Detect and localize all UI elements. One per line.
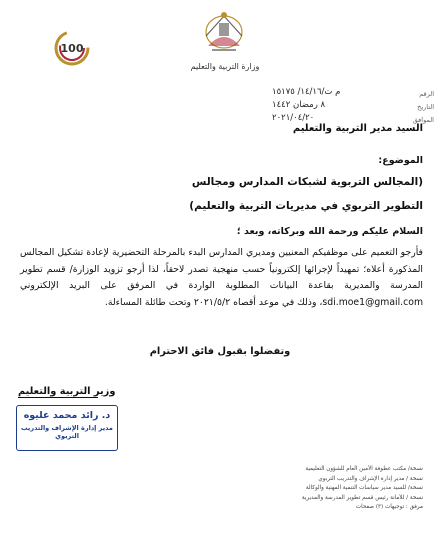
centenary-logo bbox=[50, 28, 94, 68]
addressee: السيد مدير التربية والتعليم bbox=[292, 123, 423, 134]
greeting: السلام عليكم ورحمة الله وبركاته، وبعد ؛ bbox=[236, 226, 423, 237]
body-paragraph: فأرجو التعميم على موظفيكم المعنيين ومديري المدارس البدء بالمرحلة التحضيرية لإعادة تشكيل المجالس المذكورة أعلاه؛ تمهيداً لإجرائها إلكترونياً حسب منهجية تصدر لاحقاً، لذا أرجو تزويد الوزارة/ قسم تطوير المدرسة والمديرية بقاعدة البيانات المطلوبة الواردة في المرفق على البريد الإلكتروني sdi.moe1@gmail.com، وذلك في موعد أقصاه ٢٠٢١/٥/٢ وتحت طائلة المساءلة. bbox=[20, 247, 423, 308]
subject-label: الموضوع: bbox=[378, 155, 423, 166]
signature-line bbox=[18, 397, 98, 398]
subject-line-1: (المجالس التربوية لشبكات المدارس ومجالس bbox=[191, 176, 423, 188]
hijri-date: ٨ رمضان ١٤٤٢ bbox=[272, 100, 326, 110]
attachment-note: مرفق : توجيهات (٣) صفحات bbox=[355, 504, 423, 511]
ministry-name: وزارة التربية والتعليم bbox=[190, 62, 260, 71]
cc-item: نسخة / للأمانة رئيس قسم تطوير المدرسة والمديرية bbox=[301, 494, 423, 501]
reference-values bbox=[272, 86, 390, 125]
centenary-number: 100 bbox=[60, 42, 84, 55]
stamp-name: د. رائد محمد عليوه bbox=[23, 410, 111, 421]
cc-item: نسخة/ للسيد مدير سياسات التنمية المهنية والوكالة bbox=[305, 485, 423, 492]
cc-list bbox=[193, 465, 423, 513]
reference-labels bbox=[394, 88, 434, 127]
gregorian-date: ٢٠٢١/٠٤/٢٠ bbox=[272, 113, 315, 123]
cc-item: نسخة/ مكتب عطوفة الأمين العام للشؤون التعليمية bbox=[305, 466, 423, 472]
label-number: الرقم bbox=[419, 90, 434, 98]
jordan-crest-icon bbox=[198, 6, 250, 54]
minister-title: وزير التربية والتعليم bbox=[18, 386, 116, 397]
closing-line: وتفضلوا بقبول فائق الاحترام bbox=[149, 346, 291, 357]
reference-number: م ت/١٤/١٦/ ١٥١٧٥ bbox=[272, 87, 341, 97]
label-corresponding: الموافق bbox=[412, 116, 434, 124]
official-stamp bbox=[16, 405, 118, 451]
stamp-title: مدير إدارة الإشراف والتدريب التربوي bbox=[21, 424, 113, 440]
cc-item: نسخة / مدير إدارة الإشراف والتدريب التربوي bbox=[318, 475, 423, 482]
subject-line-2: التطوير التربوي في مديريات التربية والتعليم) bbox=[189, 200, 423, 212]
label-date: التاريخ bbox=[417, 103, 434, 111]
